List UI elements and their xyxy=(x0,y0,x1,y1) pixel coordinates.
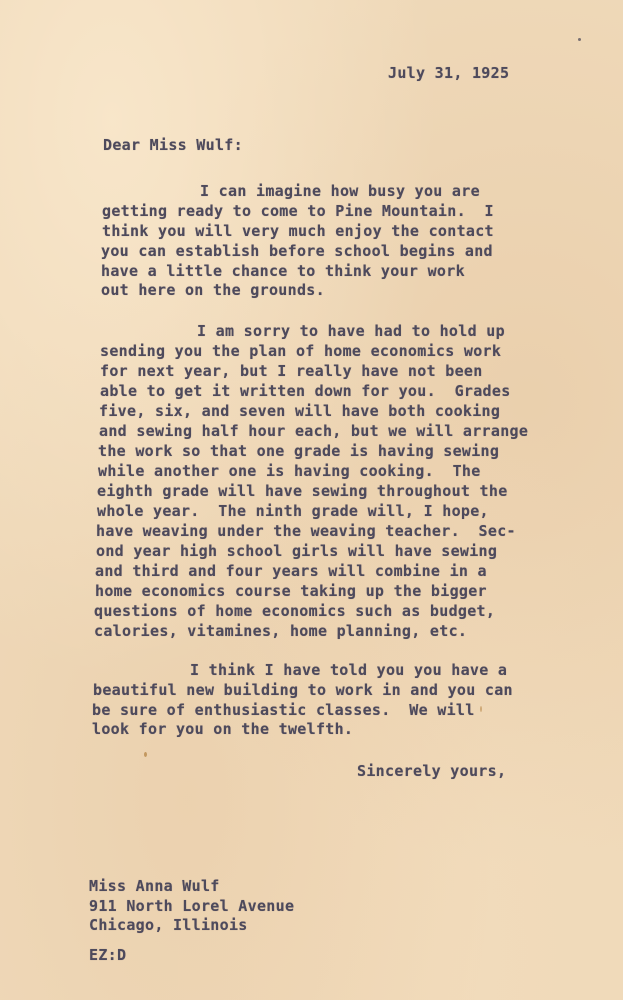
paragraph-2-line: while another one is having cooking. The xyxy=(98,462,481,480)
paragraph-2-line: sending you the plan of home economics work xyxy=(100,342,502,360)
paragraph-2-line: five, six, and seven will have both cooking xyxy=(99,402,501,420)
paragraph-2-line: questions of home economics such as budget, xyxy=(94,602,496,620)
salutation: Dear Miss Wulf: xyxy=(103,136,243,154)
paragraph-2-line: ond year high school girls will have sewing xyxy=(96,542,498,560)
paragraph-2-line: I am sorry to have had to hold up xyxy=(197,322,505,340)
address-line: Miss Anna Wulf xyxy=(89,877,220,895)
closing: Sincerely yours, xyxy=(357,762,507,780)
paragraph-3-line: I think I have told you you have a xyxy=(190,661,508,679)
paragraph-3-line: be sure of enthusiastic classes. We will xyxy=(92,701,475,719)
paragraph-2-line: eighth grade will have sewing throughout the xyxy=(97,482,508,500)
paper-speck xyxy=(578,38,581,41)
paragraph-1-line: getting ready to come to Pine Mountain. I xyxy=(102,202,494,220)
paragraph-2-line: and sewing half hour each, but we will arrange xyxy=(99,422,529,440)
address-line: Chicago, Illinois xyxy=(89,916,248,934)
paragraph-1-line: I can imagine how busy you are xyxy=(200,182,480,200)
paper-speck xyxy=(480,706,482,712)
paragraph-1-line: out here on the grounds. xyxy=(101,281,325,299)
paragraph-3-line: beautiful new building to work in and you can xyxy=(93,681,513,699)
paragraph-1-line: think you will very much enjoy the contact xyxy=(102,222,494,240)
address-line: 911 North Lorel Avenue xyxy=(89,897,295,915)
paragraph-2-line: home economics course taking up the bigger xyxy=(95,582,487,600)
paragraph-1-line: have a little chance to think your work xyxy=(101,262,465,280)
paragraph-3-line: look for you on the twelfth. xyxy=(92,720,354,738)
paragraph-2-line: the work so that one grade is having sewing xyxy=(98,442,500,460)
typist-initials: EZ:D xyxy=(89,946,127,964)
paragraph-2-line: for next year, but I really have not been xyxy=(100,362,483,380)
paragraph-2-line: have weaving under the weaving teacher. Sec- xyxy=(96,522,516,540)
paragraph-2-line: able to get it written down for you. Grades xyxy=(100,382,511,400)
paragraph-1-line: you can establish before school begins and xyxy=(101,242,493,260)
paper-speck xyxy=(144,752,147,757)
paragraph-2-line: and third and four years will combine in a xyxy=(95,562,487,580)
paragraph-2-line: whole year. The ninth grade will, I hope, xyxy=(97,502,489,520)
paragraph-2-line: calories, vitamines, home planning, etc. xyxy=(94,622,468,640)
letter-date: July 31, 1925 xyxy=(388,64,510,82)
